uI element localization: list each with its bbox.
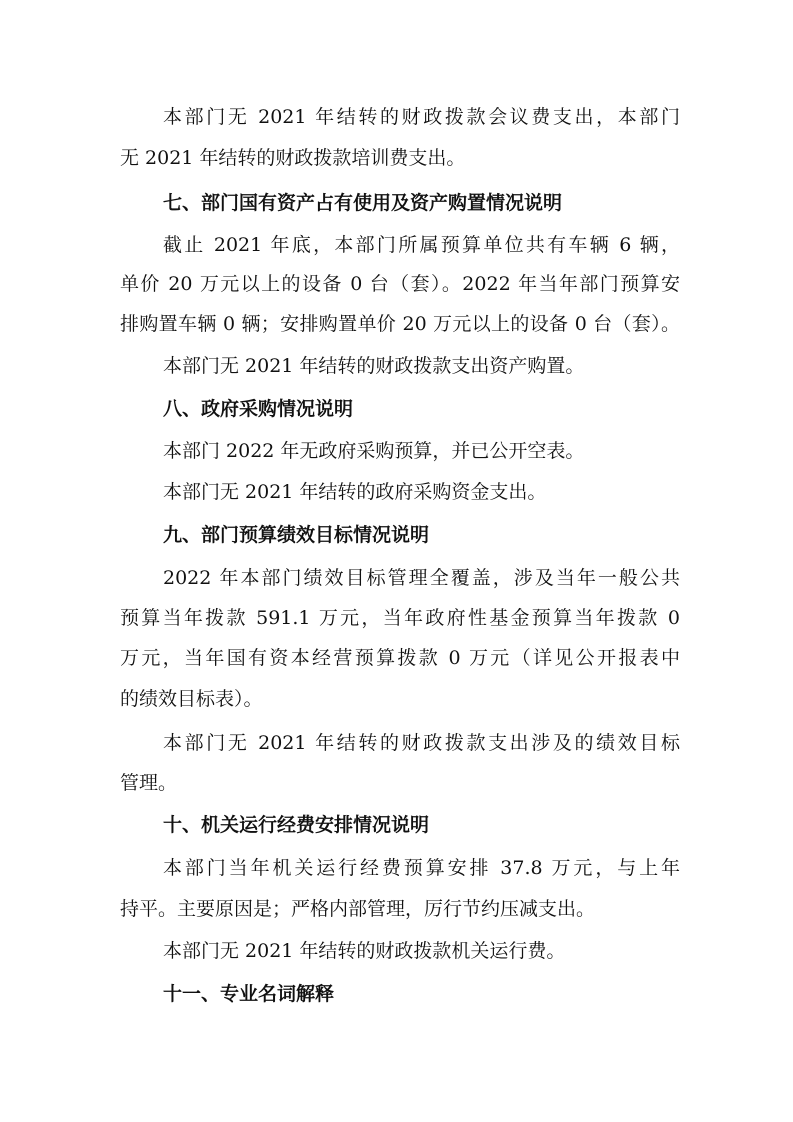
paragraph-line: 持平。主要原因是；严格内部管理，厉行节约压减支出。 xyxy=(120,898,596,920)
paragraph-line: 单价 20 万元以上的设备 0 台（套）。2022 年当年部门预算安 xyxy=(120,273,680,295)
paragraph-line: 本部门无 2021 年结转的财政拨款会议费支出，本部门 xyxy=(163,106,680,128)
paragraph-line: 本部门无 2021 年结转的政府采购资金支出。 xyxy=(163,481,547,503)
paragraph-line: 万元，当年国有资本经营预算拨款 0 万元（详见公开报表中 xyxy=(120,647,680,669)
paragraph-line: 截止 2021 年底，本部门所属预算单位共有车辆 6 辆， xyxy=(163,234,680,256)
section-heading-7: 七、部门国有资产占有使用及资产购置情况说明 xyxy=(163,192,563,214)
paragraph-line: 本部门当年机关运行经费预算安排 37.8 万元，与上年 xyxy=(163,857,680,879)
section-heading-10: 十、机关运行经费安排情况说明 xyxy=(163,814,430,836)
paragraph-line: 管理。 xyxy=(120,772,178,794)
paragraph-line: 的绩效目标表）。 xyxy=(120,688,263,710)
paragraph-line: 本部门无 2021 年结转的财政拨款机关运行费。 xyxy=(163,940,566,962)
section-heading-8: 八、政府采购情况说明 xyxy=(163,398,354,420)
paragraph-line: 预算当年拨款 591.1 万元，当年政府性基金预算当年拨款 0 xyxy=(120,607,680,629)
paragraph-line: 本部门无 2021 年结转的财政拨款支出资产购置。 xyxy=(163,355,585,377)
section-heading-9: 九、部门预算绩效目标情况说明 xyxy=(163,524,430,546)
paragraph-line: 无 2021 年结转的财政拨款培训费支出。 xyxy=(120,147,466,169)
paragraph-line: 本部门 2022 年无政府采购预算，并已公开空表。 xyxy=(163,440,585,462)
paragraph-line: 排购置车辆 0 辆；安排购置单价 20 万元以上的设备 0 台（套）。 xyxy=(120,313,680,335)
paragraph-line: 2022 年本部门绩效目标管理全覆盖，涉及当年一般公共 xyxy=(163,567,680,589)
paragraph-line: 本部门无 2021 年结转的财政拨款支出涉及的绩效目标 xyxy=(163,732,680,754)
section-heading-11: 十一、专业名词解释 xyxy=(163,983,335,1005)
